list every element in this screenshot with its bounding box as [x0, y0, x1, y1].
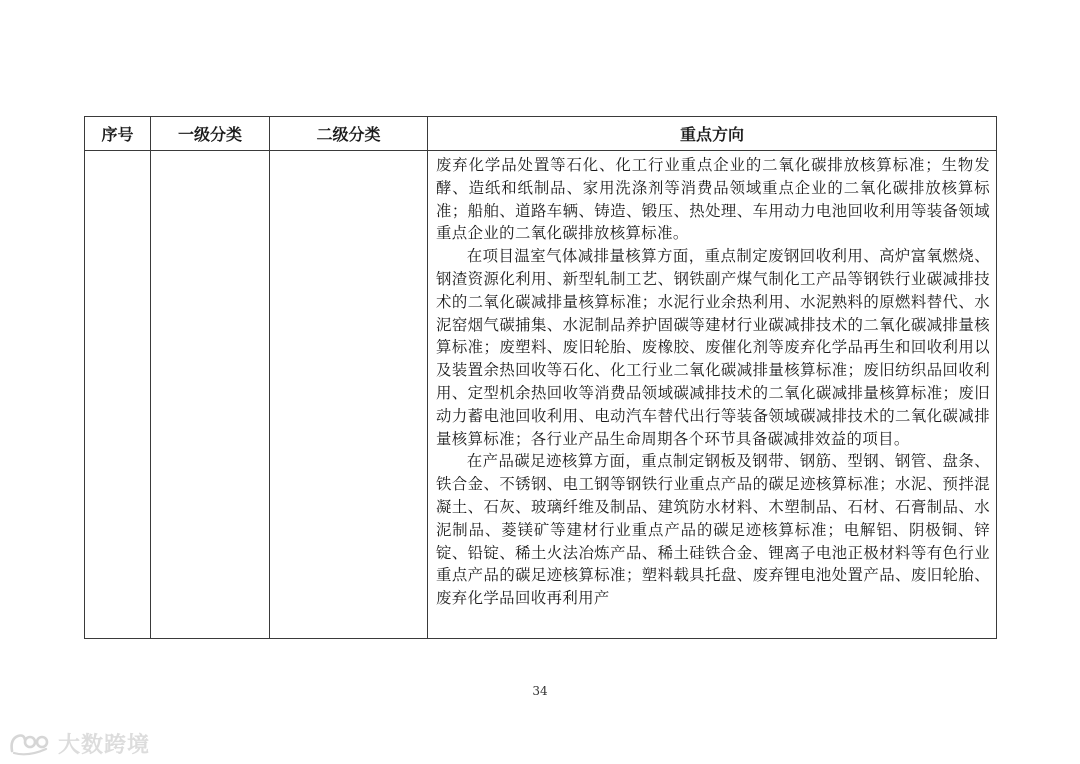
header-level2-category: 二级分类 — [270, 117, 428, 151]
paragraph-enterprise-emission-standards: 废弃化学品处置等石化、化工行业重点企业的二氧化碳排放核算标准；生物发酵、造纸和纸制品、家用洗涤剂等消费品领域重点企业的二氧化碳排放核算标准；船舶、道路车辆、铸造、锻压、热处理、车用动力电池回收利用等装备领域重点企业的二氧化碳排放核算标准。 — [436, 156, 990, 243]
cell-key-direction — [428, 151, 997, 639]
paragraph-product-footprint-standards: 在产品碳足迹核算方面，重点制定钢板及钢带、钢筋、型钢、钢管、盘条、铁合金、不锈钢、电工钢等钢铁行业重点产品的碳足迹核算标准；水泥、预拌混凝土、石灰、玻璃纤维及制品、建筑防水材料、木塑制品、石材、石膏制品、水泥制品、菱镁矿等建材行业重点产品的碳足迹核算标准；电解铝、阴极铜、锌锭、铅锭、稀土火法冶炼产品、稀土硅铁合金、锂离子电池正极材料等有色行业重点产品的碳足迹核算标准；塑料载具托盘、废弃锂电池处置产品、废旧轮胎、废弃化学品回收再利用产 — [436, 452, 990, 608]
cell-level2-category — [270, 151, 428, 639]
watermark-text: 大数跨境 — [58, 733, 151, 758]
table-header-row — [85, 117, 997, 151]
standards-table — [84, 116, 997, 639]
header-key-direction: 重点方向 — [428, 117, 997, 151]
watermark — [8, 728, 150, 759]
header-index: 序号 — [85, 117, 151, 151]
paragraph-project-reduction-standards: 在项目温室气体减排量核算方面，重点制定废钢回收利用、高炉富氧燃烧、钢渣资源化利用、新型轧制工艺、钢铁副产煤气制化工产品等钢铁行业碳减排技术的二氧化碳减排量核算标准；水泥行业余热利用、水泥熟料的原燃料替代、水泥窑烟气碳捕集、水泥制品养护固碳等建材行业碳减排技术的二氧化碳减排量核算标准；废塑料、废旧轮胎、废橡胶、废催化剂等废弃化学品再生和回收利用以及装置余热回收等石化、化工行业二氧化碳减排量核算标准；废旧纺织品回收利用、定型机余热回收等消费品领域碳减排技术的二氧化碳减排量核算标准；废旧动力蓄电池回收利用、电动汽车替代出行等装备领域碳减排技术的二氧化碳减排量核算标准；各行业产品生命周期各个环节具备碳减排效益的项目。 — [436, 247, 990, 448]
header-level1-category: 一级分类 — [151, 117, 270, 151]
table-row — [85, 151, 997, 639]
cell-index — [85, 151, 151, 639]
page-number: 34 — [532, 684, 548, 698]
watermark-logo-icon — [8, 731, 52, 757]
cell-level1-category — [151, 151, 270, 639]
